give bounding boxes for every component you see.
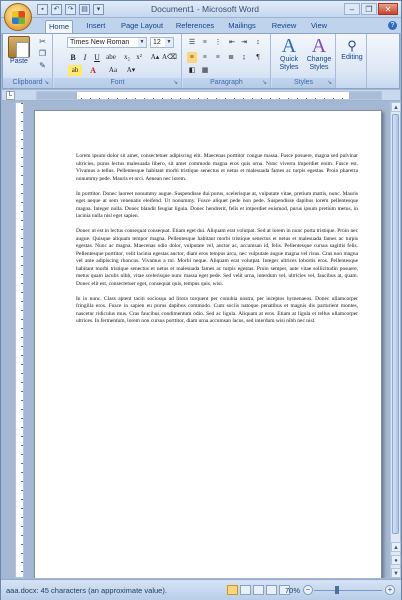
grow-font-icon[interactable]: A▴ — [150, 53, 160, 61]
decrease-indent-icon[interactable]: ⇤ — [229, 38, 235, 46]
zoom-level[interactable]: 70% — [285, 586, 301, 595]
editing-group-label-spacer — [337, 78, 366, 88]
tab-page-layout[interactable]: Page Layout — [120, 21, 164, 30]
vertical-ruler[interactable] — [15, 102, 24, 578]
paragraph[interactable]: In in nunc. Class aptent taciti sociosqu ad litora torquent per conubia nostra, per inceptos hymenaeos. Donec ullamcorper fringilla eros. Fusce in sapien eu purus dapibus commodo. Cum sociis natoque penatibus et magnis dis parturient montes, nascetur ridiculus mus. Cras faucibus condimentum odio. Sed ac ligula. Aliquam at eros. Etiam at ligula et tellus ullamcorper ultrices. In fermentum, lorem non cursus porttitor, diam urna accumsan lacus, sed interdum wisi nibh nec nisl. — [76, 295, 358, 324]
paragraph[interactable]: Lorem ipsum dolor sit amet, consectetuer adipiscing elit. Maecenas porttitor congue massa. Fusce posuere, magna sed pulvinar ultricies, purus lectus malesuada libero, sit amet commodo magna eros quis urna. Nunc viverra imperdiet enim. Fusce est. Vivamus a tellus. Pellentesque habitant morbi tristique senectus et netus et malesuada fames ac turpis egestas. Proin pharetra nonummy pede. Mauris et orci. Aenean nec lorem. — [76, 153, 358, 182]
styles-launcher-icon[interactable]: ↘ — [327, 80, 333, 86]
zoom-slider[interactable] — [314, 590, 382, 591]
status-text: aaa.docx: 45 characters (an approximate value). — [6, 586, 167, 595]
font-size-combo[interactable] — [150, 37, 174, 48]
shading-icon[interactable]: ◧ — [188, 66, 196, 74]
close-button[interactable]: ✕ — [378, 3, 398, 15]
tab-references[interactable]: References — [175, 21, 215, 30]
view-buttons — [227, 585, 290, 595]
next-page-icon[interactable]: ▼ — [391, 568, 401, 578]
change-case-icon[interactable]: Aa — [108, 66, 118, 74]
justify-icon[interactable]: ≣ — [228, 53, 234, 61]
editing-label: Editing — [341, 54, 363, 61]
window-title: Document1 - Microsoft Word — [151, 4, 260, 14]
styles-group-label: Styles — [272, 78, 335, 88]
text-effects-icon[interactable]: A▾ — [126, 66, 136, 74]
numbering-icon[interactable]: ≡ — [203, 38, 207, 46]
customize-icon[interactable]: ▾ — [93, 4, 104, 15]
quick-styles-button[interactable] — [275, 36, 303, 72]
ruler-left-margin — [37, 92, 77, 99]
paragraph-group-label: Paragraph — [183, 78, 270, 88]
tab-review[interactable]: Review — [271, 21, 297, 30]
sort-icon[interactable]: ↕ — [256, 38, 260, 46]
print-preview-icon[interactable]: ▤ — [79, 4, 90, 15]
tab-view[interactable]: View — [310, 21, 328, 30]
change-styles-label-1: Change — [306, 56, 332, 63]
superscript-icon[interactable]: x² — [136, 53, 142, 61]
clipboard-group-label: Clipboard — [3, 78, 52, 88]
subscript-icon[interactable]: x₂ — [124, 53, 130, 61]
chevron-down-icon: ▼ — [139, 39, 145, 45]
quick-styles-label-2: Styles — [279, 64, 299, 71]
tab-home[interactable]: Home — [45, 20, 73, 33]
align-center-icon[interactable]: ≡ — [203, 53, 207, 61]
tab-mailings[interactable]: Mailings — [228, 21, 256, 30]
paragraph-launcher-icon[interactable]: ↘ — [262, 80, 268, 86]
multilevel-list-icon[interactable]: ⋮ — [214, 38, 222, 46]
binoculars-icon: ⚲ — [347, 38, 357, 53]
office-logo-icon — [12, 11, 25, 24]
title-bar — [1, 1, 401, 18]
change-styles-button[interactable] — [304, 36, 334, 72]
format-painter-icon[interactable]: ✎ — [39, 61, 46, 70]
change-styles-icon: A — [311, 35, 327, 57]
quick-styles-label-1: Quick — [280, 56, 298, 63]
increase-indent-icon[interactable]: ⇥ — [241, 38, 247, 46]
bold-icon[interactable]: B — [70, 53, 76, 62]
editing-group — [337, 34, 367, 88]
font-name-value: Times New Roman — [70, 39, 130, 46]
minimize-button[interactable]: – — [344, 3, 360, 15]
scroll-up-icon[interactable]: ▲ — [391, 102, 401, 112]
zoom-out-icon[interactable]: − — [303, 585, 313, 595]
full-screen-reading-icon[interactable] — [240, 585, 251, 595]
undo-icon[interactable]: ↶ — [51, 4, 62, 15]
font-group — [54, 34, 182, 88]
outline-icon[interactable] — [266, 585, 277, 595]
ruler-right-margin — [349, 92, 381, 99]
clipboard-group — [3, 34, 53, 88]
underline-icon[interactable]: U — [94, 53, 100, 62]
editing-button[interactable] — [339, 38, 365, 62]
quick-access-toolbar — [37, 4, 104, 15]
ribbon — [2, 33, 400, 89]
web-layout-icon[interactable] — [253, 585, 264, 595]
zoom-in-icon[interactable]: + — [385, 585, 395, 595]
paragraph-group — [183, 34, 271, 88]
ribbon-tabs — [1, 18, 401, 33]
document-area — [25, 102, 389, 578]
bullets-icon[interactable]: ☰ — [188, 38, 196, 46]
quick-styles-icon: A — [281, 35, 297, 57]
document-page[interactable] — [34, 110, 382, 578]
clipboard-launcher-icon[interactable]: ↘ — [44, 80, 50, 86]
line-spacing-icon[interactable]: ↨ — [242, 53, 246, 61]
font-group-label: Font — [54, 78, 181, 88]
paragraph[interactable]: In porttitor. Donec laoreet nonummy augue. Suspendisse dui purus, scelerisque at, vulputate vitae, pretium mattis, nunc. Mauris eget neque at sem venenatis eleifend. Ut nonummy. Fusce aliquet pede non pede. Suspendisse dapibus lorem pellentesque magna. Integer nulla. Donec blandit feugiat ligula. Donec hendrerit, felis et imperdiet euismod, purus ipsum pretium metus, in lacinia nulla nisl eget sapien. — [76, 190, 358, 219]
window-controls — [344, 3, 398, 15]
horizontal-ruler[interactable] — [36, 91, 382, 100]
italic-icon[interactable]: I — [83, 53, 87, 62]
strikethrough-icon[interactable]: abe — [106, 53, 116, 61]
tab-selector[interactable]: L — [6, 91, 15, 100]
paragraph[interactable]: Donec ut est in lectus consequat consequat. Etiam eget dui. Aliquam erat volutpat. Sed at lorem in nunc porta tristique. Proin nec augue. Quisque aliquam tempor magna. Pellentesque habitant morbi tristique senectus et netus et malesuada fames ac turpis egestas. Nunc ac magna. Maecenas odio dolor, vulputate vel, auctor ac, accumsan id, felis. Pellentesque cursus sagittis felis. Pellentesque porttitor, velit lacinia egestas auctor, diam eros tempus arcu, nec vulputate augue magna vel risus. Cras non magna vel ante adipiscing rhoncus. Vivamus a mi. Morbi neque. Aliquam erat volutpat. Integer ultrices lobortis eros. Pellentesque habitant morbi tristique senectus et netus et malesuada fames ac turpis egestas. Proin semper, ante vitae sollicitudin posuere, metus quam iaculis nibh, vitae scelerisque nunc massa eget pede. Sed velit urna, interdum vel, ultricies vel, faucibus at, quam. Donec elit est, consectetuer eget, consequat quis, tempus quis, wisi. — [76, 228, 358, 287]
font-launcher-icon[interactable]: ↘ — [173, 80, 179, 86]
vertical-scrollbar[interactable] — [390, 102, 400, 578]
highlight-icon[interactable]: ab — [68, 65, 82, 76]
zoom-slider-thumb[interactable] — [335, 586, 339, 594]
tab-insert[interactable]: Insert — [86, 21, 106, 30]
show-marks-icon[interactable]: ¶ — [256, 53, 260, 61]
office-button[interactable] — [4, 3, 32, 31]
font-name-combo[interactable] — [67, 37, 147, 48]
redo-icon[interactable]: ↷ — [65, 4, 76, 15]
paste-label: Paste — [10, 58, 28, 65]
borders-icon[interactable]: ▦ — [201, 66, 209, 74]
document-body[interactable] — [76, 153, 358, 333]
chevron-down-icon: ▼ — [166, 39, 172, 45]
font-color-icon[interactable]: A — [90, 66, 96, 75]
font-size-value: 12 — [153, 39, 161, 46]
cut-icon[interactable]: ✂ — [39, 37, 46, 46]
browse-object-icon[interactable]: ● — [391, 555, 401, 565]
copy-icon[interactable]: ❐ — [38, 49, 47, 58]
print-layout-icon[interactable] — [227, 585, 238, 595]
align-left-icon[interactable]: ≡ — [187, 52, 197, 63]
status-bar — [1, 579, 401, 600]
paste-button[interactable] — [5, 36, 33, 65]
help-icon[interactable]: ? — [388, 21, 397, 30]
save-icon[interactable]: ▪ — [37, 4, 48, 15]
styles-group — [272, 34, 336, 88]
prev-page-icon[interactable]: ▲ — [391, 542, 401, 552]
clipboard-icon — [8, 36, 30, 58]
align-right-icon[interactable]: ≡ — [216, 53, 220, 61]
clear-formatting-icon[interactable]: A⌫ — [162, 53, 177, 61]
maximize-button[interactable]: ❐ — [361, 3, 377, 15]
scroll-thumb[interactable] — [392, 114, 399, 534]
ruler-bar — [2, 90, 400, 101]
change-styles-label-2: Styles — [309, 64, 329, 71]
